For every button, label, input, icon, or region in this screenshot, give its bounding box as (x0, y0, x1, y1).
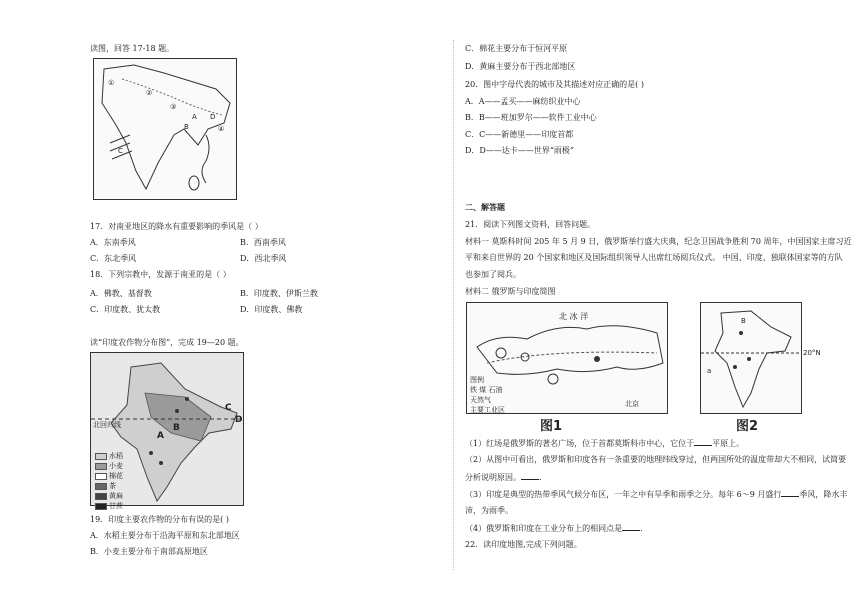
intro-17-18: 读图，回答 17-18 题。 (90, 44, 175, 53)
intro-19-20: 读“印度农作物分布图”，完成 19—20 题。 (90, 338, 244, 347)
answer-blank-3[interactable] (781, 489, 799, 497)
arctic-ocean-label: 北 冰 洋 (559, 312, 589, 321)
fig2-caption: 图2 (736, 419, 759, 434)
q18-option-b: B．印度教、伊斯兰教 (240, 289, 318, 298)
q17-option-d: D．西北季风 (240, 254, 287, 263)
question-21-2-line-1: （2）从图中可看出，俄罗斯和印度各有一条重要的地理纬线穿过，但两国所处的温度带却大不相同，试简要 (465, 455, 847, 464)
tropic-of-cancer-label: 北回归线 (93, 421, 121, 429)
question-17: 17．对南亚地区的降水有重要影响的季风是（ ） (90, 222, 263, 231)
question-21-3-line-2: 沛，为雨季。 (465, 506, 513, 515)
q20-option-a: A．A——孟买——麻纺织业中心 (465, 97, 581, 106)
india-crop-map (90, 352, 244, 510)
column-divider (453, 40, 454, 570)
legend-sugarcane: 甘蔗 (95, 501, 135, 511)
russia-map (466, 302, 668, 414)
map2-label-b: B (173, 423, 180, 433)
q18-option-c: C．印度教、犹太教 (90, 305, 161, 314)
map1-label-b: B (184, 123, 189, 131)
question-18: 18．下列宗教中，发源于南亚的是（ ） (90, 270, 231, 279)
question-21-1: （1）红场是俄罗斯的著名广场，位于首都莫斯科市中心，它位于 平原上。 (465, 439, 745, 448)
india-map-drawing (701, 303, 801, 413)
latitude-20n-label: 20°N (803, 349, 821, 357)
q20-option-d: D．D——达卡——世界“雨极” (465, 146, 575, 155)
map1-label-3: ③ (170, 103, 177, 111)
question-21-4: （4）俄罗斯和印度在工业分布上的相同点是 . (465, 524, 643, 533)
map2-label-a: A (157, 431, 164, 441)
legend-cotton: 棉花 (95, 471, 135, 481)
material-1-line-2: 平和来自世界的 20 个国家和地区及国际组织领导人出席红场阅兵仪式。 中国、印度、独联体国家等的方队 (465, 253, 843, 262)
answer-blank-2[interactable] (521, 472, 539, 480)
legend-title: 图例 (470, 376, 484, 384)
beijing-label: 北京 (625, 400, 639, 408)
map1-label-c: C (118, 147, 123, 155)
q19-option-b: B．小麦主要分布于南部高原地区 (90, 547, 208, 556)
map2-label-d: D (235, 415, 243, 425)
legend-rice: 水稻 (95, 451, 135, 461)
q17-option-a: A．东南季风 (90, 238, 136, 247)
fig1-caption: 图1 (540, 419, 563, 434)
south-asia-map-drawing (94, 59, 236, 199)
legend-item-industrial: 主要工业区 (470, 406, 505, 414)
question-21-3-line-1: （3）印度是典型的热带季风气候分布区，一年之中有旱季和雨季之分。每年 6～9 月盛行 季风，降水丰 (465, 490, 848, 499)
question-19: 19．印度主要农作物的分布有误的是( ) (90, 515, 229, 524)
answer-blank-4[interactable] (622, 523, 640, 531)
map1-label-1: ① (108, 79, 115, 87)
question-21: 21．阅读下列图文资料，回答问题。 (465, 220, 596, 229)
russia-legend (470, 375, 516, 415)
legend-wheat: 小麦 (95, 461, 135, 471)
q20-option-b: B．B——班加罗尔——软件工业中心 (465, 113, 597, 122)
q20-option-c: C．C——新德里——印度首都 (465, 130, 574, 139)
q19-option-d: D．黄麻主要分布于西北部地区 (465, 62, 576, 71)
india-map (700, 302, 802, 414)
map1-label-d: D (210, 113, 216, 121)
map1-label-2: ② (146, 89, 153, 97)
legend-item-minerals: 铁 煤 石油 (470, 386, 503, 394)
q19-option-a: A．水稻主要分布于沿海平原和东北部地区 (90, 531, 240, 540)
q17-option-c: C．东北季风 (90, 254, 137, 263)
legend-jute: 黄麻 (95, 491, 135, 501)
q17-option-b: B．西南季风 (240, 238, 286, 247)
map1-label-a: A (192, 113, 197, 121)
material-2: 材料二 俄罗斯与印度简图 (465, 287, 556, 296)
material-1-line-1: 材料一 莫斯科时间 205 年 5 月 9 日，俄罗斯举行盛大庆典，纪念卫国战争胜利 70 周年，中国国家主席习近 (465, 237, 852, 246)
material-1-line-3: 也参加了阅兵。 (465, 270, 521, 279)
answer-blank-1[interactable] (694, 438, 712, 446)
south-asia-map (93, 58, 237, 200)
fig2-label-a: a (707, 367, 712, 375)
q19-option-c: C．棉花主要分布于恒河平原 (465, 44, 568, 53)
q18-option-d: D．印度教、佛教 (240, 305, 303, 314)
section-heading: 二、解答题 (465, 202, 505, 212)
map2-label-c: C (225, 403, 232, 413)
legend-item-gas: 天然气 (470, 396, 491, 404)
q18-option-a: A．佛教、基督教 (90, 289, 152, 298)
question-22: 22．读印度地图,完成下列问题。 (465, 540, 582, 549)
map1-label-4: ④ (218, 125, 225, 133)
question-20: 20．图中字母代表的城市及其描述对应正确的是( ) (465, 80, 644, 89)
fig2-label-b: B (741, 317, 746, 325)
question-21-2-line-2: 分析说明原因。 . (465, 473, 542, 482)
crop-legend (95, 451, 135, 511)
legend-tea: 茶 (95, 481, 135, 491)
